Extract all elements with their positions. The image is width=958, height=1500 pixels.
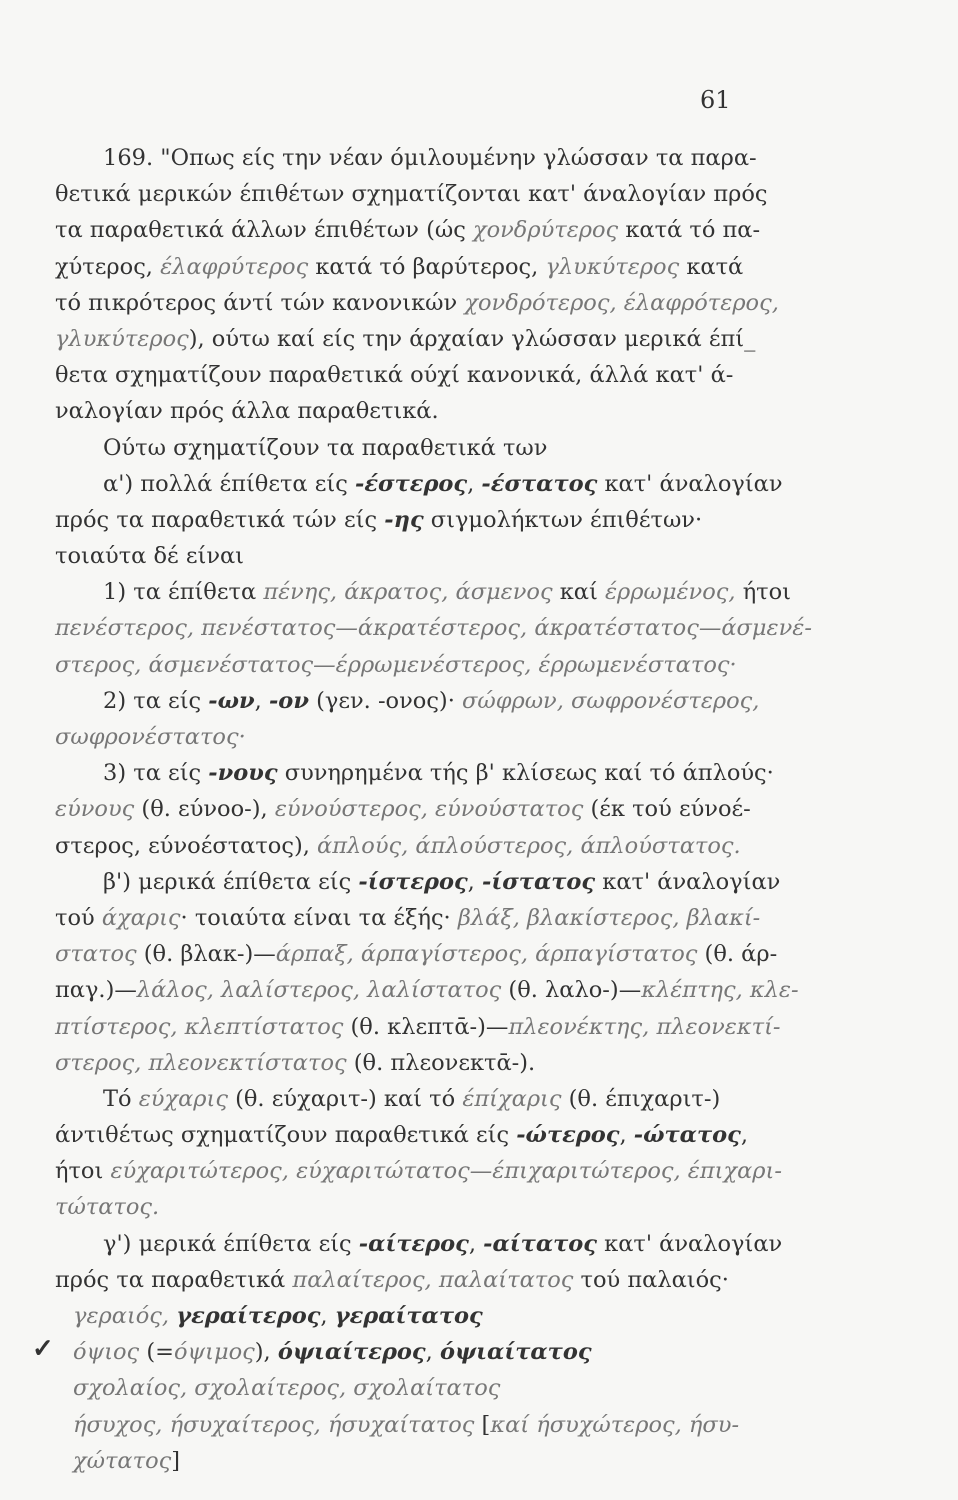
text-segment: γεραίτατος — [334, 1303, 483, 1329]
text-segment: καί ήσυχώτερος, ήσυ- — [490, 1411, 740, 1438]
text-segment: στερος, εύνοέστατος), — [55, 832, 318, 859]
text-segment: έλαφρύτερος — [160, 253, 309, 280]
text-segment: , — [740, 1122, 748, 1149]
text-segment: εύνους — [55, 796, 135, 823]
text-segment: -ης — [384, 506, 424, 533]
text-segment: κλέπτης, κλε- — [641, 977, 799, 1004]
text-segment: ), ούτω καί είς την άρχαίαν γλώσσαν μερικά έπί_ — [188, 325, 756, 352]
text-line — [55, 176, 770, 212]
text-segment: γεραίτερος — [176, 1303, 321, 1329]
text-line — [55, 864, 781, 900]
text-segment: γεραιός, — [73, 1303, 177, 1329]
text-segment: παλαίτερος, παλαίτατος — [292, 1266, 574, 1293]
page-text — [55, 140, 812, 1479]
text-segment: -έστατος — [481, 470, 598, 497]
text-segment: (έκ τού εύνοέ- — [583, 796, 751, 823]
text-segment: πένης, άκρατος, άσμενος — [263, 579, 553, 606]
text-line — [55, 430, 770, 466]
text-segment: ήτοι — [55, 1158, 111, 1185]
text-line — [55, 647, 770, 683]
text-segment: λάλος, λαλίστερος, λαλίστατος — [136, 977, 502, 1004]
text-segment: πενέστερος, πενέστατος—άκρατέστερος, άκρατέστατος—άσμενέ- — [55, 615, 812, 642]
text-segment: τό πικρότερος άντί τών κανονικών — [55, 289, 465, 316]
text-segment: θετικά μερικών έπιθέτων σχηματίζονται κατ' άναλογίαν πρός — [55, 181, 768, 208]
text-segment: πρός τα παραθετικά — [55, 1266, 293, 1293]
text-segment: , — [467, 470, 482, 497]
text-segment: (θ. κλεπτᾱ-)— — [343, 1013, 509, 1040]
text-segment: τού παλαιός· — [573, 1266, 729, 1293]
text-line — [55, 574, 791, 610]
text-segment: (θ. βλακ-)— — [136, 941, 276, 968]
text-segment: τώτατος. — [55, 1194, 160, 1221]
text-line — [55, 1443, 770, 1479]
text-segment: -ώτατος — [633, 1122, 741, 1149]
text-segment: , — [425, 1339, 440, 1366]
text-segment: καί — [552, 579, 605, 606]
text-segment: κατ' άναλογίαν — [595, 868, 781, 895]
text-segment: τού — [55, 904, 102, 931]
text-segment: -ον — [268, 687, 309, 714]
text-segment: γ') μερικά έπίθετα είς — [103, 1230, 359, 1257]
text-segment: (θ. πλεονεκτᾱ-). — [346, 1049, 536, 1076]
text-segment: σωφρονέστατος· — [55, 724, 246, 750]
text-segment: (= — [139, 1339, 174, 1366]
text-segment: άντιθέτως σχηματίζουν παραθετικά είς — [55, 1122, 517, 1149]
text-line — [55, 719, 770, 755]
text-segment: ήτοι — [735, 579, 791, 606]
text-segment: (θ. έπιχαριτ-) — [561, 1085, 721, 1112]
text-segment: άρπαξ, άρπαγίστερος, άρπαγίστατος — [275, 941, 698, 968]
text-line — [55, 357, 770, 393]
text-segment: εύνούστερος, εύνούστατος — [274, 796, 584, 823]
text-segment: (θ. εύνοο-), — [134, 796, 275, 823]
text-segment: όψιμος — [173, 1339, 255, 1366]
text-segment: -ίστερος — [358, 868, 468, 895]
text-segment: , — [254, 687, 269, 714]
text-segment: -ώτερος — [516, 1122, 620, 1149]
text-segment: ), — [254, 1339, 278, 1366]
text-line — [55, 502, 770, 538]
text-segment: (θ. λαλο-)— — [501, 977, 642, 1004]
text-line — [55, 249, 770, 285]
text-segment: -ων — [208, 687, 255, 714]
text-segment: στατος — [55, 941, 137, 968]
text-segment: βλάξ, βλακίστερος, βλακί- — [457, 904, 761, 931]
text-line — [55, 791, 770, 827]
text-line — [55, 321, 770, 357]
text-segment: -αίτατος — [483, 1230, 597, 1257]
text-segment: 169. "Οπως είς την νέαν όμιλουμένην γλώσσαν τα παρα- — [103, 145, 757, 171]
check-mark-icon: ✓ — [32, 1334, 54, 1364]
text-segment: Τό — [103, 1085, 139, 1112]
page-number: 61 — [700, 86, 731, 114]
text-segment: , — [467, 868, 482, 895]
text-segment: κατ' άναλογίαν — [596, 1230, 783, 1257]
text-segment: , — [320, 1303, 335, 1329]
text-segment: πλεονέκτης, πλεονεκτί- — [508, 1013, 781, 1040]
text-segment: όψιος — [73, 1339, 140, 1366]
text-segment: -έστερος — [355, 470, 468, 497]
text-segment: κατά — [679, 253, 744, 280]
text-segment: κατά τό βαρύτερος, — [308, 253, 546, 280]
text-segment: παγ.)— — [55, 977, 137, 1004]
text-segment: 2) τα είς — [103, 687, 209, 714]
text-segment: άπλούς, άπλούστερος, άπλούστατος. — [317, 832, 741, 859]
text-line — [55, 755, 774, 791]
text-segment: όψιαίτερος — [277, 1339, 426, 1366]
text-segment: συνηρημένα τής β' κλίσεως καί τό άπλούς· — [277, 760, 774, 787]
text-segment: θετα σχηματίζουν παραθετικά ούχί κανονικά, άλλά κατ' ά- — [55, 362, 734, 389]
text-line — [55, 900, 770, 936]
text-segment: -αίτερος — [358, 1230, 469, 1257]
text-segment: πρός τα παραθετικά τών είς — [55, 506, 385, 533]
text-line — [55, 1370, 770, 1406]
text-line — [55, 466, 783, 502]
text-segment: άχαρις — [101, 904, 181, 931]
text-segment: χονδρότερος, έλαφρότερος, — [464, 289, 779, 316]
text-segment: 3) τα είς — [103, 760, 209, 787]
text-segment: χύτερος, — [55, 253, 161, 280]
text-line — [55, 393, 770, 429]
text-segment: τοιαύτα δέ είναι — [55, 543, 245, 570]
text-segment: -ίστατος — [481, 868, 596, 895]
text-segment: χώτατος — [73, 1447, 172, 1474]
text-segment: (γεν. -ονος)· — [308, 687, 463, 714]
text-line — [55, 1045, 770, 1081]
text-segment: , — [619, 1122, 634, 1149]
text-segment: α') πολλά έπίθετα είς — [103, 470, 356, 497]
text-segment: κατ' άναλογίαν — [597, 470, 783, 497]
text-segment: σιγμολήκτων έπιθέτων· — [423, 506, 703, 533]
text-line — [55, 610, 812, 646]
text-line — [55, 1298, 770, 1334]
text-line — [55, 285, 779, 321]
text-line — [55, 828, 770, 864]
text-line — [55, 140, 770, 176]
text-line — [55, 212, 770, 248]
text-segment: εύχαριτώτερος, εύχαριτώτατος—έπιχαριτώτερος, έπιχαρι- — [110, 1158, 782, 1185]
text-line — [55, 1081, 770, 1117]
text-segment: Ούτω σχηματίζουν τα παραθετικά των — [103, 434, 548, 461]
text-segment: (θ. εύχαριτ-) καί τό — [227, 1085, 463, 1112]
text-segment: κατά τό πα- — [618, 217, 761, 244]
text-line — [55, 538, 770, 574]
text-line — [55, 1117, 770, 1153]
text-segment: , — [468, 1230, 484, 1257]
text-line — [55, 1226, 783, 1262]
text-line — [55, 1262, 770, 1298]
text-segment: -νους — [208, 760, 278, 787]
text-line — [55, 1334, 770, 1370]
text-segment: γλυκύτερος — [55, 325, 189, 352]
text-segment: [ — [474, 1411, 491, 1438]
text-segment: χονδρύτερος — [472, 217, 619, 244]
text-segment: (θ. άρ- — [697, 941, 778, 968]
text-segment: ] — [171, 1447, 180, 1474]
text-segment: έρρωμένος, — [604, 579, 736, 606]
text-segment: έπίχαρις — [462, 1085, 562, 1112]
text-segment: στερος, άσμενέστατος—έρρωμενέστερος, έρρωμενέστατος· — [55, 651, 737, 678]
text-segment: ναλογίαν πρός άλλα παραθετικά. — [55, 398, 439, 425]
text-line — [55, 1189, 770, 1225]
text-line — [55, 1407, 770, 1443]
text-segment: σώφρων, σωφρονέστερος, — [462, 687, 760, 714]
text-segment: πτίστερος, κλεπτίστατος — [55, 1013, 344, 1040]
text-segment: εύχαρις — [138, 1085, 228, 1112]
text-line — [55, 972, 799, 1008]
text-segment: γλυκύτερος — [545, 253, 680, 280]
text-segment: · τοιαύτα είναι τα έξής· — [180, 904, 458, 931]
text-line — [55, 936, 778, 972]
text-line — [55, 683, 770, 719]
text-line — [55, 1153, 782, 1189]
text-line — [55, 1009, 781, 1045]
text-segment: σχολαίος, σχολαίτερος, σχολαίτατος — [73, 1375, 501, 1402]
text-segment: 1) τα έπίθετα — [103, 579, 264, 606]
text-segment: ήσυχος, ήσυχαίτερος, ήσυχαίτατος — [73, 1411, 475, 1438]
text-segment: β') μερικά έπίθετα είς — [103, 868, 359, 895]
text-segment: τα παραθετικά άλλων έπιθέτων (ώς — [55, 217, 473, 244]
text-segment: όψιαίτατος — [439, 1339, 592, 1366]
text-segment: στερος, πλεονεκτίστατος — [55, 1049, 347, 1076]
